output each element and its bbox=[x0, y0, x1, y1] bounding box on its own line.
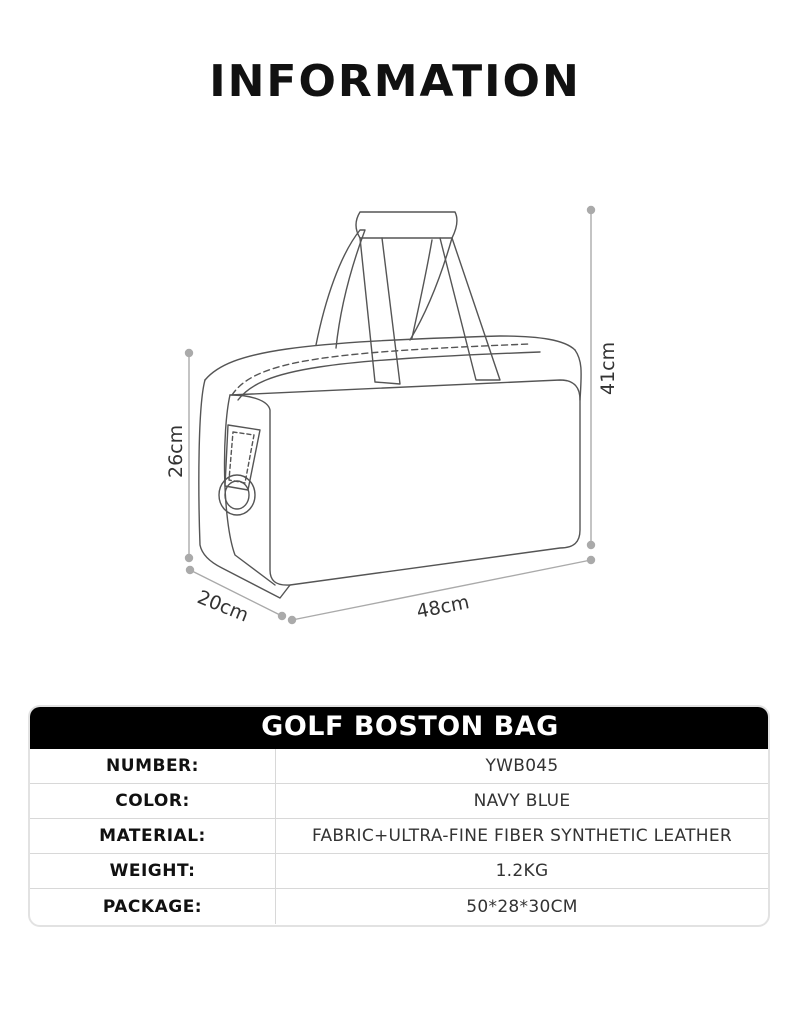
table-row bbox=[30, 749, 768, 784]
spec-label-package: PACKAGE: bbox=[30, 889, 276, 924]
spec-label-material: MATERIAL: bbox=[30, 819, 276, 853]
spec-table-header bbox=[28, 705, 770, 749]
spec-value-material: FABRIC+ULTRA-FINE FIBER SYNTHETIC LEATHER bbox=[311, 826, 732, 846]
spec-table-title: GOLF BOSTON BAG bbox=[250, 709, 570, 745]
dim-label-body-height: 26cm bbox=[165, 424, 187, 478]
spec-rows bbox=[30, 749, 768, 924]
spec-value-color: NAVY BLUE bbox=[473, 791, 571, 811]
spec-table bbox=[28, 705, 770, 927]
spec-value-number: YWB045 bbox=[485, 756, 559, 776]
dim-label-total-height: 41cm bbox=[597, 341, 619, 395]
table-row bbox=[30, 819, 768, 854]
dimension-lines bbox=[186, 207, 595, 627]
bag-outline-icon bbox=[199, 212, 581, 598]
bag-diagram bbox=[0, 190, 790, 640]
table-row bbox=[30, 784, 768, 819]
spec-value-package: 50*28*30CM bbox=[466, 896, 578, 917]
spec-value-weight: 1.2KG bbox=[495, 861, 549, 881]
table-row bbox=[30, 854, 768, 889]
page-title: INFORMATION bbox=[209, 56, 581, 107]
spec-label-color: COLOR: bbox=[30, 784, 276, 818]
dim-label-depth: 20cm bbox=[194, 586, 252, 627]
dim-label-width: 48cm bbox=[414, 591, 472, 623]
table-row bbox=[30, 889, 768, 924]
spec-label-number: NUMBER: bbox=[30, 749, 276, 783]
spec-label-weight: WEIGHT: bbox=[30, 854, 276, 888]
